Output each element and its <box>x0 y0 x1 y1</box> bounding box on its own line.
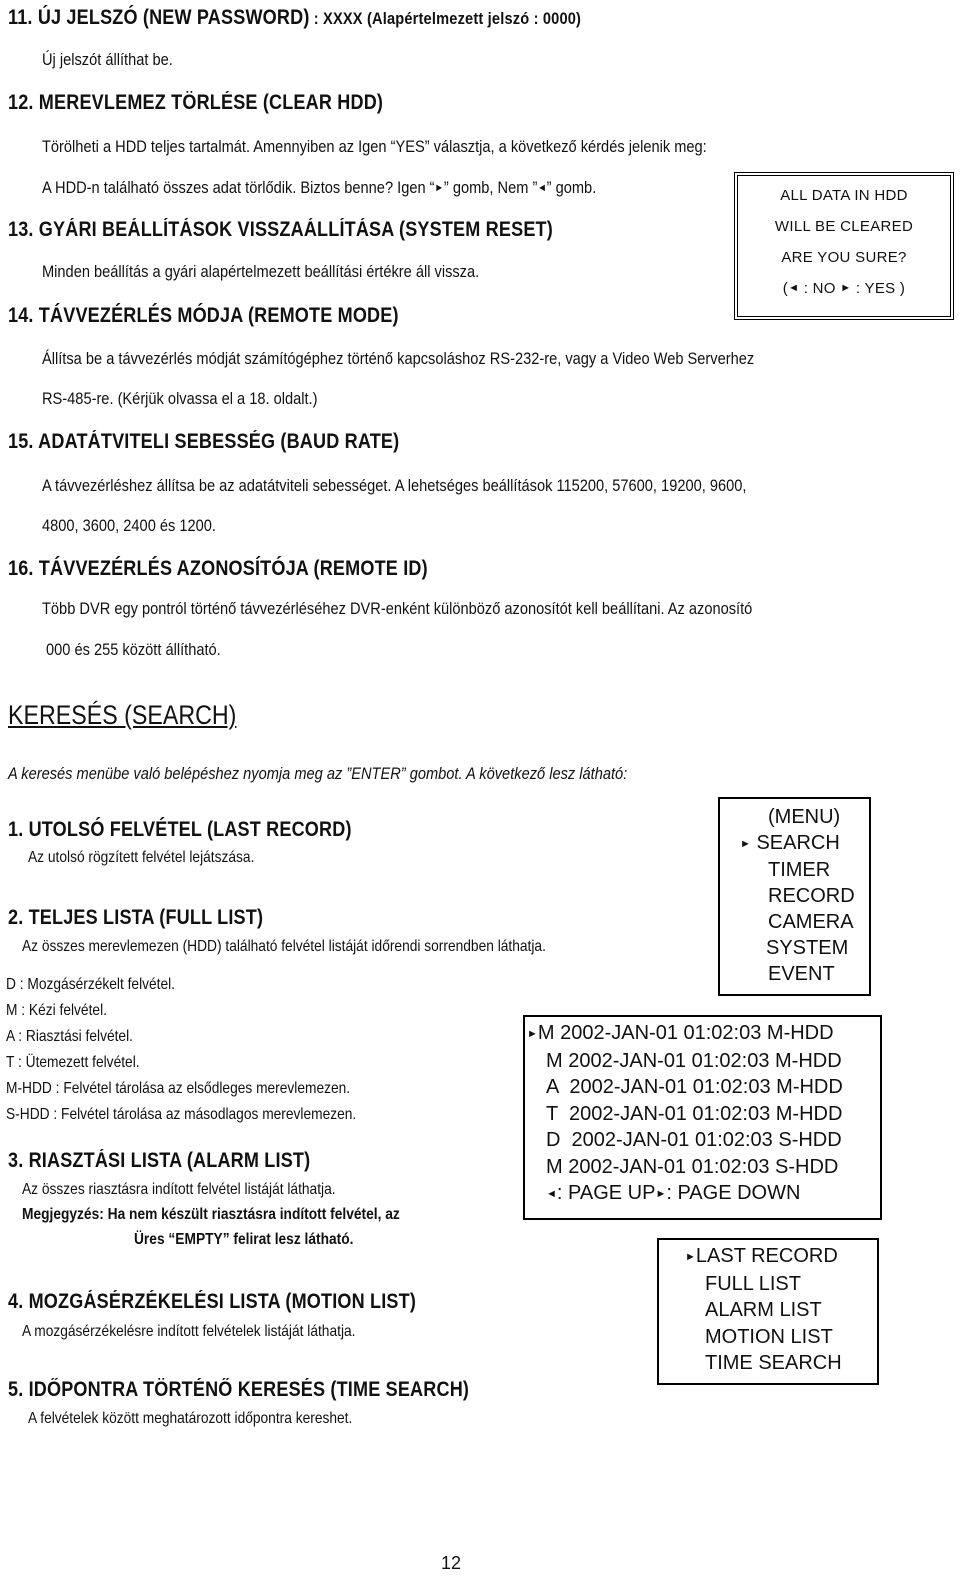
page-down-label: : PAGE DOWN <box>666 1182 801 1204</box>
section-12-line2-c: ” gomb. <box>546 178 597 197</box>
section-11-title-suffix: : XXXX (Alapértelmezett jelszó : 0000) <box>309 9 582 28</box>
search-2-body: Az összes merevlemezen (HDD) található felvétel listáját időrendi sorrendben láthatja. <box>22 938 546 955</box>
section-12-title: 12. MEREVLEMEZ TÖRLÉSE (CLEAR HDD) <box>8 91 384 114</box>
menu-item-camera[interactable]: CAMERA <box>768 911 854 933</box>
record-row[interactable]: D 2002-JAN-01 01:02:03 S-HDD <box>546 1129 842 1151</box>
full-list-box <box>523 1015 882 1220</box>
search-3-body: Az összes riasztásra indított felvétel listáját láthatja. <box>22 1181 336 1198</box>
search-menu-last-record-label: LAST RECORD <box>695 1245 838 1267</box>
menu-item-timer[interactable]: TIMER <box>768 859 831 881</box>
section-11-body: Új jelszót állíthat be. <box>42 50 173 69</box>
search-5-body: A felvételek között meghatározott időpontra kereshet. <box>28 1410 353 1427</box>
record-row-text: M 2002-JAN-01 01:02:03 M-HDD <box>537 1022 834 1044</box>
record-list-footer <box>525 1180 880 1208</box>
right-arrow-icon: ► <box>527 1028 538 1040</box>
clear-hdd-line3: ARE YOU SURE? <box>781 249 907 266</box>
section-15-line1: A távvezérléshez állítsa be az adatátviteli sebességet. A lehetséges beállítások 115200, 57600, 19200, 9600, <box>42 476 747 495</box>
clear-hdd-no: : NO <box>799 280 841 297</box>
section-15-line2: 4800, 3600, 2400 és 1200. <box>42 516 216 535</box>
search-menu-motion-list[interactable]: MOTION LIST <box>705 1325 833 1348</box>
section-14-title: 14. TÁVVEZÉRLÉS MÓDJA (REMOTE MODE) <box>8 304 399 327</box>
legend-d: D : Mozgásérzékelt felvétel. <box>6 976 176 993</box>
legend-a: A : Riasztási felvétel. <box>6 1028 133 1045</box>
search-menu-last-record[interactable] <box>659 1243 877 1271</box>
right-arrow-icon: ► <box>840 282 852 294</box>
section-14-line1: Állítsa be a távvezérlés módját számítógéphez történő kapcsoláshoz RS-232-re, vagy a Video Web Serverhez <box>42 349 755 368</box>
menu-item-search[interactable] <box>720 830 869 857</box>
clear-hdd-dialog <box>734 172 954 320</box>
right-arrow-icon: ► <box>740 838 751 850</box>
search-3-title: 3. RIASZTÁSI LISTA (ALARM LIST) <box>8 1149 311 1172</box>
section-14-line2: RS-485-re. (Kérjük olvassa el a 18. oldalt.) <box>42 389 318 408</box>
record-row[interactable]: M 2002-JAN-01 01:02:03 M-HDD <box>546 1049 842 1072</box>
record-row[interactable]: A 2002-JAN-01 01:02:03 M-HDD <box>546 1076 843 1098</box>
section-12-line2-a: A HDD-n található összes adat törlődik. Biztos benne? Igen “ <box>42 178 435 197</box>
section-16-line2: 000 és 255 között állítható. <box>46 640 221 659</box>
clear-hdd-line4 <box>738 273 950 304</box>
section-11-title-main: 11. ÚJ JELSZÓ (NEW PASSWORD) <box>8 6 310 29</box>
search-menu-alarm-list[interactable]: ALARM LIST <box>705 1299 822 1321</box>
search-intro: A keresés menübe való belépéshez nyomja meg az ”ENTER” gombot. A következő lesz látható: <box>8 764 628 783</box>
page-number: 12 <box>441 1553 462 1573</box>
menu-item-record[interactable]: RECORD <box>768 885 855 907</box>
record-row[interactable]: M 2002-JAN-01 01:02:03 S-HDD <box>546 1155 839 1178</box>
legend-t: T : Ütemezett felvétel. <box>6 1054 140 1071</box>
section-13-title: 13. GYÁRI BEÁLLÍTÁSOK VISSZAÁLLÍTÁSA (SYSTEM RESET) <box>8 218 553 241</box>
record-row[interactable]: T 2002-JAN-01 01:02:03 M-HDD <box>546 1102 843 1125</box>
left-arrow-icon: ◄ <box>537 182 547 194</box>
search-3-note1: Megjegyzés: Ha nem készült riasztásra indított felvétel, az <box>22 1206 400 1223</box>
legend-m: M : Kézi felvétel. <box>6 1002 107 1019</box>
search-menu-full-list[interactable]: FULL LIST <box>705 1272 801 1295</box>
search-1-title: 1. UTOLSÓ FELVÉTEL (LAST RECORD) <box>8 818 352 841</box>
left-arrow-icon: ◄ <box>546 1188 557 1200</box>
search-5-title: 5. IDŐPONTRA TÖRTÉNŐ KERESÉS (TIME SEARCH) <box>8 1378 470 1401</box>
page-up-label: : PAGE UP <box>556 1182 656 1204</box>
search-4-body: A mozgásérzékelésre indított felvételek listáját láthatja. <box>22 1323 356 1340</box>
section-16-title: 16. TÁVVEZÉRLÉS AZONOSÍTÓJA (REMOTE ID) <box>8 557 428 580</box>
main-menu-box <box>718 797 871 996</box>
record-row[interactable] <box>525 1020 880 1048</box>
left-arrow-icon: ◄ <box>788 282 800 294</box>
section-15-title: 15. ADATÁTVITELI SEBESSÉG (BAUD RATE) <box>8 430 400 453</box>
section-12-line2 <box>42 178 596 198</box>
right-arrow-icon: ► <box>685 1251 696 1263</box>
menu-item-menu: (MENU) <box>768 806 841 828</box>
search-3-note2: Üres “EMPTY” felirat lesz látható. <box>134 1231 354 1248</box>
search-4-title: 4. MOZGÁSÉRZÉKELÉSI LISTA (MOTION LIST) <box>8 1290 417 1313</box>
search-menu-time-search[interactable]: TIME SEARCH <box>705 1352 842 1374</box>
right-arrow-icon: ► <box>655 1188 667 1200</box>
search-heading: KERESÉS (SEARCH) <box>8 700 237 730</box>
search-menu-box <box>657 1238 879 1385</box>
menu-item-system[interactable]: SYSTEM <box>766 937 849 959</box>
legend-m-hdd: M-HDD : Felvétel tárolása az elsődleges merevlemezen. <box>6 1080 351 1097</box>
section-12-line1: Törölheti a HDD teljes tartalmát. Amennyiben az Igen “YES” választja, a következő kérdés jelenik meg: <box>42 137 707 156</box>
menu-item-search-label: SEARCH <box>756 832 840 854</box>
right-arrow-icon: ► <box>434 182 444 194</box>
section-12-line2-b: ” gomb, Nem ” <box>443 178 538 197</box>
section-16-line1: Több DVR egy pontról történő távvezérléséhez DVR-enként különböző azonosítót kell beállítani. Az azonosító <box>42 599 753 618</box>
section-11-title <box>8 6 581 30</box>
search-2-title: 2. TELJES LISTA (FULL LIST) <box>8 906 264 929</box>
legend-s-hdd: S-HDD : Felvétel tárolása az másodlagos merevlemezen. <box>6 1106 357 1123</box>
clear-hdd-paren: ( <box>782 280 789 297</box>
clear-hdd-yes: : YES ) <box>851 280 906 297</box>
menu-item-event[interactable]: EVENT <box>768 963 835 985</box>
section-13-body: Minden beállítás a gyári alapértelmezett beállítási értékre áll vissza. <box>42 262 480 281</box>
clear-hdd-line1: ALL DATA IN HDD <box>780 187 908 204</box>
search-1-body: Az utolsó rögzített felvétel lejátszása. <box>28 849 255 866</box>
clear-hdd-line2: WILL BE CLEARED <box>774 218 914 235</box>
